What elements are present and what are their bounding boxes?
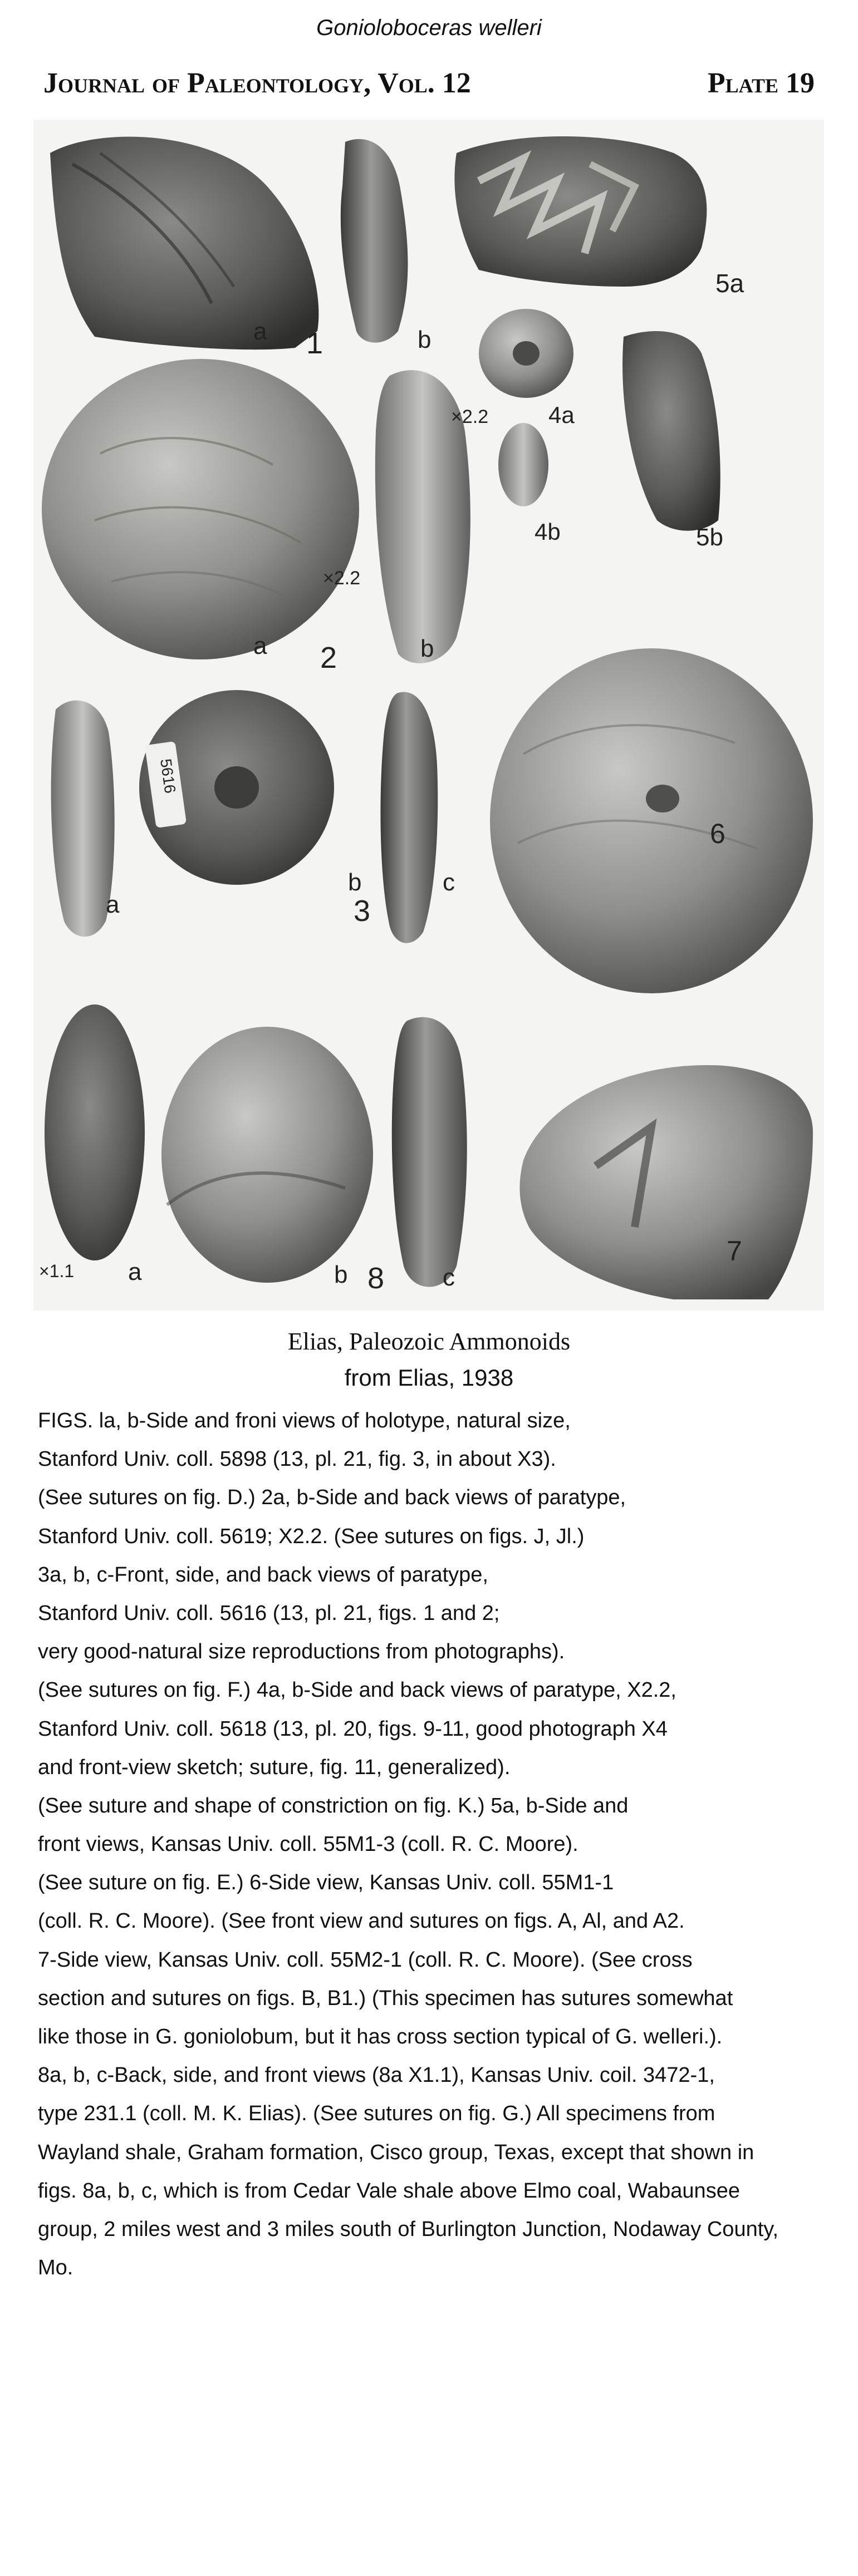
caption-line: type 231.1 (coll. M. K. Elias). (See sutures on fig. G.) All specimens from: [38, 2102, 715, 2126]
fig8b-label: b: [334, 1261, 348, 1288]
journal-header: [43, 67, 815, 106]
fig4b-label: 4b: [535, 519, 561, 545]
fig5a-label: 5a: [715, 269, 744, 298]
caption-line: Stanford Univ. coll. 5619; X2.2. (See sutures on figs. J, Jl.): [38, 1524, 585, 1548]
fig2a-label: a: [253, 632, 267, 659]
fossil-8a: [45, 1004, 145, 1260]
fossil-7: [519, 1065, 813, 1299]
fig2-label: 2: [320, 641, 337, 674]
caption-line: (coll. R. C. Moore). (See front view and sutures on figs. A, Al, and A2.: [38, 1909, 685, 1933]
caption-line: front views, Kansas Univ. coll. 55M1-3 (coll. R. C. Moore).: [38, 1833, 578, 1856]
fossil-3a: [51, 701, 115, 937]
caption-line: like those in G. goniolobum, but it has cross section typical of G. welleri.).: [38, 2025, 723, 2048]
caption-line: 7-Side view, Kansas Univ. coll. 55M2-1 (coll. R. C. Moore). (See cross: [38, 1948, 693, 1972]
fig4-magnification: ×2.2: [451, 406, 489, 427]
fossil-plate: [33, 120, 824, 1311]
fig8c-label: c: [443, 1264, 455, 1291]
caption-line: and front-view sketch; suture, fig. 11, generalized).: [38, 1755, 511, 1779]
caption-line: very good-natural size reproductions from photographs).: [38, 1640, 565, 1664]
caption-line: FIGS. la, b-Side and froni views of holotype, natural size,: [38, 1409, 571, 1432]
caption-source: from Elias, 1938: [344, 1365, 514, 1391]
fig6-label: 6: [710, 818, 725, 849]
plate-number: Plate 19: [707, 67, 815, 99]
fig5b-label: 5b: [696, 524, 723, 551]
caption-line: figs. 8a, b, c, which is from Cedar Vale shale above Elmo coal, Wabaunsee: [38, 2179, 740, 2203]
fig7-label: 7: [727, 1235, 742, 1267]
caption-line: Wayland shale, Graham formation, Cisco group, Texas, except that shown in: [38, 2140, 754, 2164]
fossil-1b: [341, 139, 408, 343]
fig1a-label: a: [253, 318, 267, 345]
caption-line: section and sutures on figs. B, B1.) (This specimen has sutures somewhat: [38, 1986, 733, 2010]
fig4a-label: 4a: [548, 402, 575, 428]
caption-line: Stanford Univ. coll. 5898 (13, pl. 21, fig. 3, in about X3).: [38, 1447, 556, 1471]
caption-line: 3a, b, c-Front, side, and back views of paratype,: [38, 1563, 488, 1587]
fossil-8c: [392, 1017, 467, 1287]
caption-line: 8a, b, c-Back, side, and front views (8a X1.1), Kansas Univ. coil. 3472-1,: [38, 2063, 715, 2087]
fig3-specimen-tag: 5616: [157, 757, 179, 795]
fig3-label: 3: [354, 894, 371, 928]
caption-line: Stanford Univ. coll. 5616 (13, pl. 21, figs. 1 and 2;: [38, 1601, 500, 1625]
fossil-3c: [380, 692, 438, 943]
fig8-magnification: ×1.1: [39, 1261, 75, 1281]
page-title: Gonioloboceras welleri: [316, 16, 542, 40]
caption-line: (See sutures on fig. D.) 2a, b-Side and back views of paratype,: [38, 1486, 626, 1510]
fossil-4b: [498, 423, 548, 506]
fig1-label: 1: [306, 327, 323, 360]
caption-line: group, 2 miles west and 3 miles south of Burlington Junction, Nodaway County,: [38, 2217, 778, 2241]
journal-name: Journal of Paleontology, Vol. 12: [43, 67, 471, 99]
figure-caption: [38, 1408, 834, 2293]
fig3c-label: c: [443, 869, 455, 896]
fig8-label: 8: [367, 1262, 385, 1295]
fig8a-label: a: [128, 1258, 142, 1285]
fig3a-label: a: [106, 891, 120, 918]
plate-figures: [33, 120, 824, 1311]
caption-line: (See suture and shape of constriction on fig. K.) 5a, b-Side and: [38, 1794, 629, 1818]
caption-line: (See suture on fig. E.) 6-Side view, Kansas Univ. coll. 55M1-1: [38, 1871, 614, 1895]
fossil-5b: [622, 331, 720, 531]
caption-line: Mo.: [38, 2256, 73, 2280]
fig2-magnification: ×2.2: [323, 568, 361, 589]
fig1b-label: b: [418, 326, 432, 353]
fossil-8b: [161, 1027, 373, 1283]
caption-title: Elias, Paleozoic Ammonoids: [287, 1328, 571, 1355]
fig3b-label: b: [348, 869, 362, 896]
caption-line: Stanford Univ. coll. 5618 (13, pl. 20, figs. 9-11, good photograph X4: [38, 1717, 668, 1741]
caption-line: (See sutures on fig. F.) 4a, b-Side and back views of paratype, X2.2,: [38, 1678, 676, 1702]
fossil-1a: [50, 137, 318, 350]
fig2b-label: b: [420, 635, 434, 662]
fossil-6: [490, 648, 813, 993]
